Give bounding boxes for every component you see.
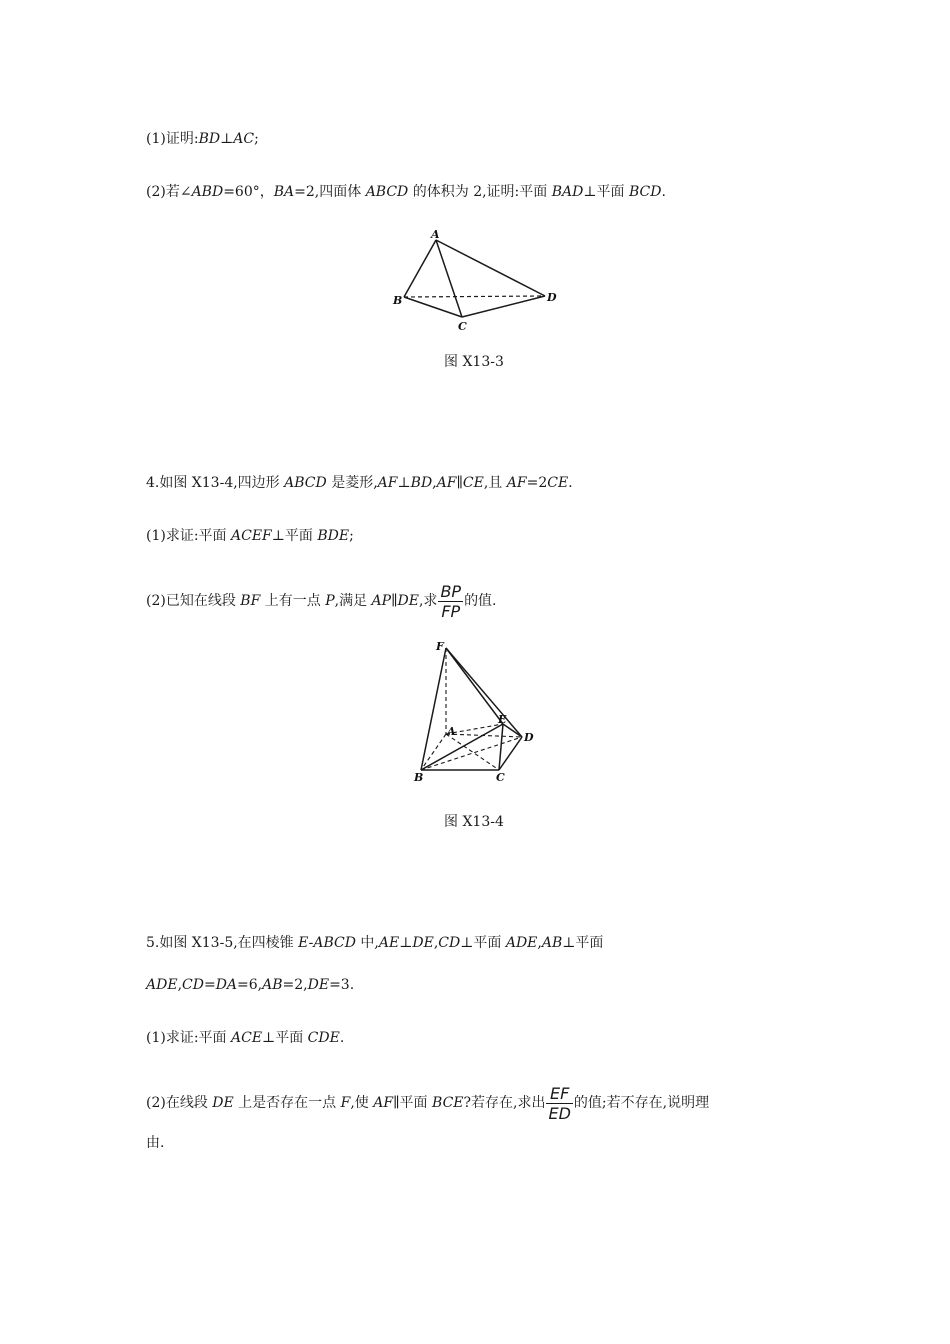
- q3-figure-caption: 图 X13-3: [444, 354, 504, 370]
- q4-stem: 4.如图 X13-4,四边形 ABCD 是菱形,AF⊥BD,AF∥CE,且 AF=2CE.: [146, 475, 573, 491]
- q4-label-A: A: [447, 725, 456, 738]
- q5-stem-line2: ADE,CD=DA=6,AB=2,DE=3.: [146, 977, 355, 993]
- q3-part2: (2)若∠ABD=60°，BA=2,四面体 ABCD 的体积为 2,证明:平面 BAD⊥平面 BCD.: [146, 184, 666, 200]
- q4-figure-caption: 图 X13-4: [444, 814, 504, 830]
- fraction-bp-fp: $\frac{BP}{FP}$: [440, 581, 462, 621]
- q5-part2: (2)在线段 DE 上是否存在一点 F,使 AF∥平面 BCE?若存在,求出 $\frac{EF}{ED}$ 的值;若不存在,说明理: [146, 1083, 710, 1123]
- q4-label-B: B: [414, 771, 424, 784]
- q4-label-F: F: [436, 640, 444, 653]
- fraction-ef-ed: $\frac{EF}{ED}$: [548, 1083, 571, 1123]
- q3-label-B: B: [393, 294, 403, 307]
- q3-label-D: D: [547, 291, 557, 304]
- q4-part1: (1)求证:平面 ACEF⊥平面 BDE;: [146, 528, 354, 544]
- q4-label-C: C: [496, 771, 505, 784]
- q4-label-D: D: [524, 731, 534, 744]
- q4-label-E: E: [498, 713, 507, 726]
- q5-part1: (1)求证:平面 ACE⊥平面 CDE.: [146, 1030, 345, 1046]
- q3-part1: (1)证明:BD⊥AC;: [146, 131, 259, 147]
- q3-label-C: C: [458, 320, 467, 333]
- q4-part2: (2)已知在线段 BF 上有一点 P,满足 AP∥DE,求 $\frac{BP}{FP}$ 的值.: [146, 581, 497, 621]
- q3-label-A: A: [431, 228, 440, 241]
- q5-stem-line1: 5.如图 X13-5,在四棱锥 E-ABCD 中,AE⊥DE,CD⊥平面 ADE,AB⊥平面: [146, 935, 604, 951]
- q5-part2-continuation: 由.: [146, 1135, 165, 1151]
